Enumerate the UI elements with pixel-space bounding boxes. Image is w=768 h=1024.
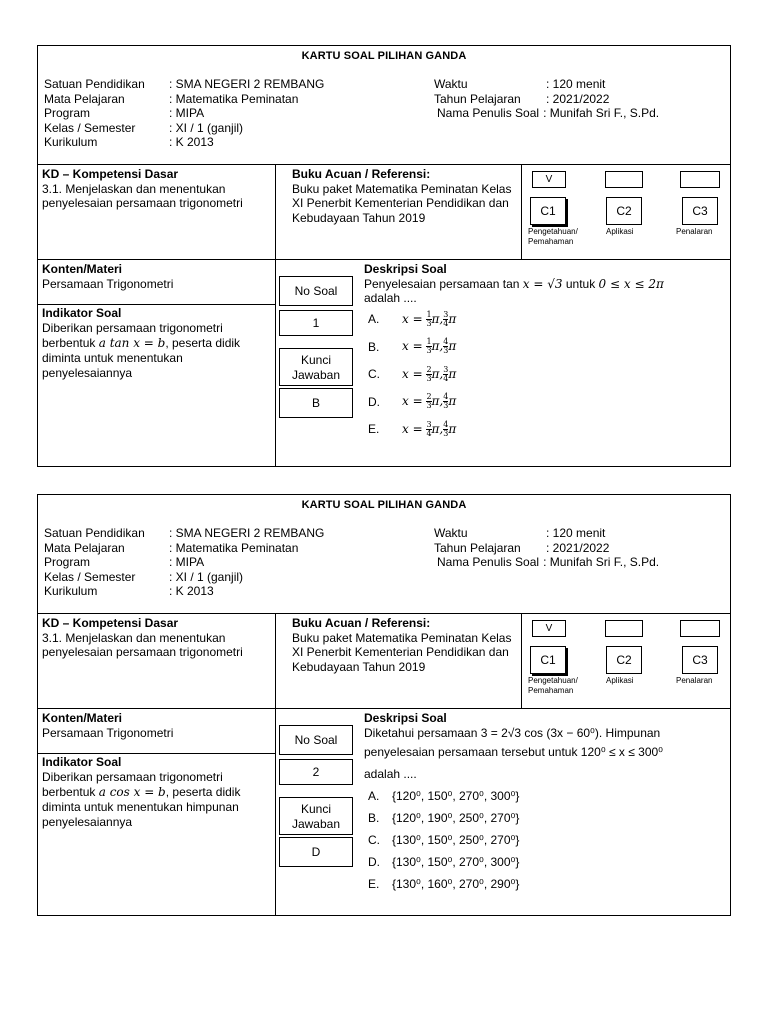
level-check-c2 bbox=[605, 620, 643, 637]
level-c3-box: C3 bbox=[682, 646, 718, 674]
kd-heading: KD – Kompetensi Dasar bbox=[42, 616, 179, 630]
option-expression: x = $\frac{1}{3}$ π, $\frac{3}{4}$ π bbox=[402, 309, 457, 328]
question-card-2 bbox=[37, 494, 731, 916]
level-c1-caption-a: Pengetahuan/ bbox=[528, 676, 578, 685]
penulis-label: Nama Penulis Soal bbox=[437, 555, 540, 570]
kelas-label: Kelas / Semester bbox=[44, 120, 136, 135]
kd-section bbox=[38, 165, 730, 260]
time-block bbox=[434, 77, 659, 121]
option-key: E. bbox=[368, 422, 380, 436]
level-c2-caption: Aplikasi bbox=[606, 676, 634, 685]
kurikulum-label: Kurikulum bbox=[44, 584, 98, 599]
kunci-label bbox=[279, 348, 353, 386]
konten-heading: Konten/Materi bbox=[42, 262, 123, 276]
level-c2-caption: Aplikasi bbox=[606, 227, 634, 236]
option-key: D. bbox=[368, 394, 380, 409]
answer-option bbox=[364, 873, 726, 895]
answer-option bbox=[364, 785, 726, 807]
indikator-heading: Indikator Soal bbox=[42, 306, 122, 320]
konten-block bbox=[42, 262, 272, 291]
option-key: C. bbox=[368, 367, 380, 381]
program-label: Program bbox=[44, 555, 91, 570]
answer-options bbox=[364, 306, 726, 444]
answer-option bbox=[364, 851, 726, 873]
mapel-value: : Matematika Peminatan bbox=[169, 91, 299, 106]
level-check-c1: V bbox=[532, 620, 566, 637]
level-c3-caption: Penalaran bbox=[676, 676, 713, 685]
card-title: KARTU SOAL PILIHAN GANDA bbox=[301, 499, 467, 511]
level-c3-box: C3 bbox=[682, 197, 718, 225]
answer-option bbox=[364, 829, 726, 851]
question-text: Penyelesaian persamaan tan x = √3 untuk 0 ≤ x ≤ 2π bbox=[364, 276, 664, 291]
card-title: KARTU SOAL PILIHAN GANDA bbox=[301, 50, 467, 62]
reference-block bbox=[292, 616, 516, 674]
penulis-value: : Munifah Sri F., S.Pd. bbox=[543, 106, 660, 121]
level-check-c3 bbox=[680, 620, 720, 637]
no-soal-value: 2 bbox=[279, 759, 353, 785]
satuan-label: Satuan Pendidikan bbox=[44, 526, 145, 540]
kd-heading: KD – Kompetensi Dasar bbox=[42, 167, 179, 181]
answer-option bbox=[364, 306, 726, 334]
option-expression: x = $\frac{2}{3}$ π, $\frac{3}{4}$ π bbox=[402, 364, 457, 383]
penulis-value: : Munifah Sri F., S.Pd. bbox=[543, 555, 660, 570]
level-c1-caption bbox=[528, 227, 578, 247]
kunci-label bbox=[279, 797, 353, 835]
option-expression: x = $\frac{2}{3}$ π, $\frac{4}{3}$ π bbox=[402, 392, 457, 411]
level-check-c3 bbox=[680, 171, 720, 188]
option-text: {130⁰, 150⁰, 250⁰, 270⁰} bbox=[392, 833, 520, 847]
program-value: : MIPA bbox=[169, 106, 205, 121]
konten-block bbox=[42, 711, 272, 740]
option-text: {130⁰, 160⁰, 270⁰, 290⁰} bbox=[392, 877, 520, 891]
card-header bbox=[38, 495, 730, 614]
question-line-3: adalah .... bbox=[364, 767, 417, 781]
level-check-c1: V bbox=[532, 171, 566, 188]
tahun-value: : 2021/2022 bbox=[546, 91, 610, 106]
level-c1-box: C1 bbox=[530, 646, 566, 674]
identity-block bbox=[44, 77, 324, 150]
question-line-1: Diketahui persamaan 3 = 2√3 cos (3x − 60⁰). Himpunan bbox=[364, 726, 661, 740]
indikator-heading: Indikator Soal bbox=[42, 755, 122, 769]
card-header bbox=[38, 46, 730, 165]
kd-section bbox=[38, 614, 730, 709]
kurikulum-value: : K 2013 bbox=[169, 135, 214, 150]
satuan-label: Satuan Pendidikan bbox=[44, 77, 145, 91]
option-key: B. bbox=[368, 811, 380, 825]
mapel-value: : Matematika Peminatan bbox=[169, 540, 299, 555]
kelas-value: : XI / 1 (ganjil) bbox=[169, 120, 244, 135]
level-c2-box: C2 bbox=[606, 197, 642, 225]
waktu-label: Waktu bbox=[434, 526, 468, 540]
indikator-block bbox=[42, 755, 274, 830]
level-c1-box: C1 bbox=[530, 197, 566, 225]
option-expression: x = $\frac{3}{4}$ π, $\frac{4}{3}$ π bbox=[402, 419, 457, 438]
question-section bbox=[38, 260, 730, 466]
option-text: {130⁰, 150⁰, 270⁰, 300⁰} bbox=[392, 855, 520, 869]
kelas-label: Kelas / Semester bbox=[44, 569, 136, 584]
reference-heading: Buku Acuan / Referensi: bbox=[292, 616, 431, 630]
reference-heading: Buku Acuan / Referensi: bbox=[292, 167, 431, 181]
mapel-label: Mata Pelajaran bbox=[44, 540, 125, 555]
kunci-label-b: Jawaban bbox=[291, 817, 341, 831]
option-text: {120⁰, 190⁰, 250⁰, 270⁰} bbox=[392, 811, 520, 825]
no-soal-label: No Soal bbox=[279, 276, 353, 306]
kunci-label-b: Jawaban bbox=[291, 368, 341, 382]
level-c3-caption: Penalaran bbox=[676, 227, 713, 236]
waktu-label: Waktu bbox=[434, 77, 468, 91]
option-text: {120⁰, 150⁰, 270⁰, 300⁰} bbox=[392, 789, 520, 803]
deskripsi-block bbox=[364, 711, 726, 895]
konten-heading: Konten/Materi bbox=[42, 711, 123, 725]
answer-option bbox=[364, 807, 726, 829]
reference-text: Buku paket Matematika Peminatan Kelas XI Penerbit Kementerian Pendidikan dan Kebudayaan Tahun 2019 bbox=[292, 630, 512, 674]
option-key: D. bbox=[368, 855, 380, 869]
time-block bbox=[434, 526, 659, 570]
kunci-value: D bbox=[279, 837, 353, 867]
option-key: B. bbox=[368, 339, 380, 354]
tahun-label: Tahun Pelajaran bbox=[434, 540, 521, 555]
kd-block bbox=[42, 616, 272, 660]
kd-text: 3.1. Menjelaskan dan menentukan penyelesaian persamaan trigonometri bbox=[42, 181, 243, 210]
level-check-c2 bbox=[605, 171, 643, 188]
no-soal-value: 1 bbox=[279, 310, 353, 336]
kd-block bbox=[42, 167, 272, 211]
question-tail: adalah .... bbox=[364, 291, 417, 305]
program-value: : MIPA bbox=[169, 555, 205, 570]
option-key: A. bbox=[368, 789, 380, 803]
option-expression: x = $\frac{1}{3}$ π, $\frac{4}{3}$ π bbox=[402, 337, 457, 356]
program-label: Program bbox=[44, 106, 91, 121]
kunci-label-a: Kunci bbox=[300, 802, 332, 816]
kurikulum-value: : K 2013 bbox=[169, 584, 214, 599]
mapel-label: Mata Pelajaran bbox=[44, 91, 125, 106]
answer-option bbox=[364, 333, 726, 361]
reference-block bbox=[292, 167, 516, 225]
kurikulum-label: Kurikulum bbox=[44, 135, 98, 150]
waktu-value: : 120 menit bbox=[546, 77, 606, 91]
tahun-label: Tahun Pelajaran bbox=[434, 91, 521, 106]
deskripsi-heading: Deskripsi Soal bbox=[364, 711, 447, 725]
indikator-text: Diberikan persamaan trigonometri berbentuk a cos x = b, peserta didik diminta untuk menentukan himpunan penyelesaiannya bbox=[42, 770, 241, 829]
answer-option bbox=[364, 388, 726, 416]
option-key: C. bbox=[368, 833, 380, 847]
level-c1-caption-a: Pengetahuan/ bbox=[528, 227, 578, 236]
indikator-text: Diberikan persamaan trigonometri berbentuk a tan x = b, peserta didik diminta untuk menentukan penyelesaiannya bbox=[42, 321, 241, 380]
kelas-value: : XI / 1 (ganjil) bbox=[169, 569, 244, 584]
satuan-value: : SMA NEGERI 2 REMBANG bbox=[169, 77, 325, 91]
level-c1-caption bbox=[528, 676, 578, 696]
penulis-label: Nama Penulis Soal bbox=[437, 106, 540, 121]
level-c1-caption-b: Pemahaman bbox=[528, 686, 574, 695]
level-c1-caption-b: Pemahaman bbox=[528, 237, 574, 246]
question-card-1 bbox=[37, 45, 731, 467]
deskripsi-heading: Deskripsi Soal bbox=[364, 262, 447, 276]
option-key: E. bbox=[368, 877, 380, 891]
answer-option bbox=[364, 416, 726, 444]
identity-block bbox=[44, 526, 324, 599]
question-section bbox=[38, 709, 730, 915]
kunci-value: B bbox=[279, 388, 353, 418]
konten-text: Persamaan Trigonometri bbox=[42, 725, 174, 740]
answer-option bbox=[364, 361, 726, 389]
konten-text: Persamaan Trigonometri bbox=[42, 276, 174, 291]
no-soal-label: No Soal bbox=[279, 725, 353, 755]
answer-options bbox=[364, 785, 726, 895]
satuan-value: : SMA NEGERI 2 REMBANG bbox=[169, 526, 325, 540]
deskripsi-block bbox=[364, 262, 726, 443]
option-key: A. bbox=[368, 312, 380, 326]
level-c2-box: C2 bbox=[606, 646, 642, 674]
question-line-2: penyelesaian persamaan tersebut untuk 120⁰ ≤ x ≤ 300⁰ bbox=[364, 745, 663, 759]
tahun-value: : 2021/2022 bbox=[546, 540, 610, 555]
kunci-label-a: Kunci bbox=[300, 353, 332, 367]
reference-text: Buku paket Matematika Peminatan Kelas XI Penerbit Kementerian Pendidikan dan Kebudayaan Tahun 2019 bbox=[292, 181, 512, 225]
kd-text: 3.1. Menjelaskan dan menentukan penyelesaian persamaan trigonometri bbox=[42, 630, 243, 659]
indikator-block bbox=[42, 306, 274, 381]
waktu-value: : 120 menit bbox=[546, 526, 606, 540]
